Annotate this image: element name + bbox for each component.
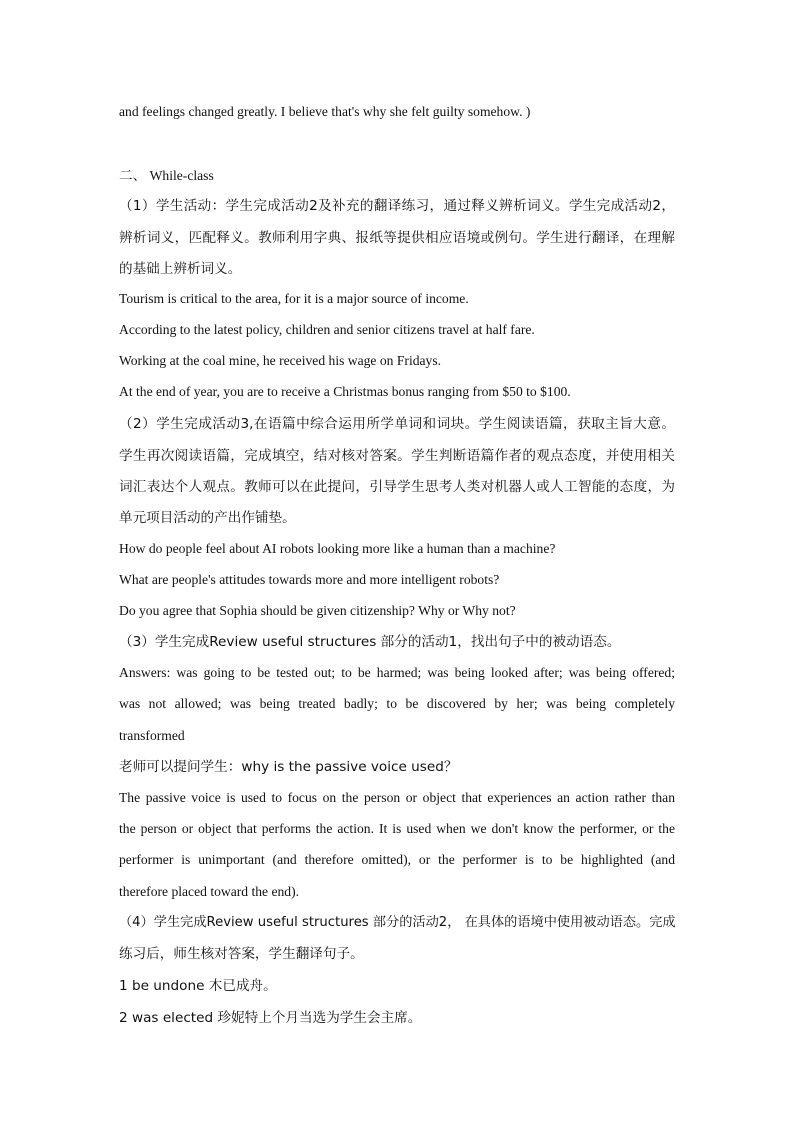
example-sentence-1: Tourism is critical to the area, for it is a major source of income. — [119, 291, 469, 306]
passive-explanation-line-1: The passive voice is used to focus on the person or object that experiences an action rather than — [119, 790, 675, 805]
activity-2-line-1: （2）学生完成活动3,在语篇中综合运用所学单词和词块。学生阅读语篇，获取主旨大意。 — [119, 416, 675, 432]
question-2: What are people's attitudes towards more and more intelligent robots? — [119, 572, 500, 587]
activity-1-line-2: 辨析词义，匹配释义。教师利用字典、报纸等提供相应语境或例句。学生进行翻译，在理解 — [119, 230, 675, 246]
activity-4-line-2: 练习后，师生核对答案，学生翻译句子。 — [119, 946, 364, 962]
answer-item-2: 2 was elected 珍妮特上个月当选为学生会主席。 — [119, 1010, 422, 1026]
answers-line-1: Answers: was going to be tested out; to be harmed; was being looked after; was being offered; — [119, 665, 675, 680]
passive-explanation-line-4: therefore placed toward the end). — [119, 884, 300, 899]
answers-line-2: was not allowed; was being treated badly; to be discovered by her; was being completely — [119, 696, 675, 711]
question-3: Do you agree that Sophia should be given citizenship? Why or Why not? — [119, 603, 516, 618]
activity-1-line-1: （1）学生活动：学生完成活动2及补充的翻译练习，通过释义辨析词义。学生完成活动2， — [119, 198, 675, 214]
answer-item-1: 1 be undone 木已成舟。 — [119, 978, 277, 994]
example-sentence-4: At the end of year, you are to receive a Christmas bonus ranging from $50 to $100. — [119, 384, 571, 399]
activity-2-line-4: 单元项目活动的产出作铺垫。 — [119, 510, 296, 526]
section-heading-while-class: 二、 While-class — [119, 168, 214, 183]
activity-2-line-3: 词汇表达个人观点。教师可以在此提问，引导学生思考人类对机器人或人工智能的态度，为 — [119, 479, 675, 495]
example-sentence-2: According to the latest policy, children and senior citizens travel at half fare. — [119, 322, 535, 337]
passive-explanation-line-2: the person or object that performs the action. It is used when we don't know the performer, or the — [119, 821, 675, 836]
answers-line-3: transformed — [119, 728, 185, 743]
activity-4-line-1: （4）学生完成Review useful structures 部分的活动2， 在具体的语境中使用被动语态。完成 — [119, 915, 676, 930]
activity-2-line-2: 学生再次阅读语篇，完成填空，结对核对答案。学生判断语篇作者的观点态度，并使用相关 — [119, 448, 675, 464]
activity-3-line: （3）学生完成Review useful structures 部分的活动1，找出句子中的被动语态。 — [119, 634, 621, 650]
text-line-continuation: and feelings changed greatly. I believe that's why she felt guilty somehow. ) — [119, 104, 531, 119]
teacher-question: 老师可以提问学生：why is the passive voice used？ — [119, 759, 458, 775]
question-1: How do people feel about AI robots looking more like a human than a machine? — [119, 541, 556, 556]
passive-explanation-line-3: performer is unimportant (and therefore omitted), or the performer is to be highlighted (and — [119, 852, 675, 867]
activity-1-line-3: 的基础上辨析词义。 — [119, 261, 242, 277]
example-sentence-3: Working at the coal mine, he received his wage on Fridays. — [119, 353, 442, 368]
